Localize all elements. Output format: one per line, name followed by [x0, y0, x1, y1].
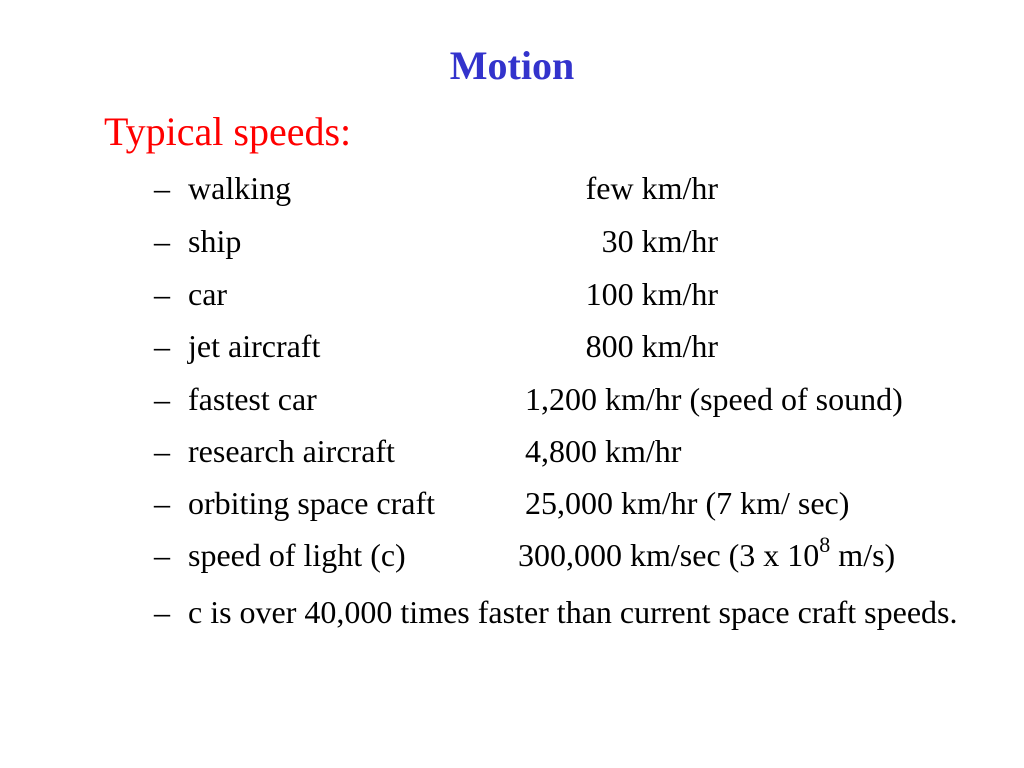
exponent: 8 [819, 532, 831, 557]
bullet-dash: – [154, 433, 170, 469]
speed-value: 25,000 km/hr (7 km/ sec) [525, 485, 850, 521]
speed-value-unit: m/s) [830, 537, 896, 573]
bullet-dash: – [154, 381, 170, 417]
bullet-dash: – [154, 328, 170, 364]
speed-value: 30 km/hr [601, 223, 718, 259]
speed-label: orbiting space craft [188, 485, 435, 521]
speed-value-main: 300,000 km/sec (3 x 10 [518, 537, 820, 573]
slide-subtitle: Typical speeds: [104, 109, 352, 154]
bullet-dash: – [154, 594, 170, 630]
speed-label: speed of light (c) [188, 537, 406, 573]
speed-label: walking [188, 170, 292, 206]
slide-title: Motion [449, 43, 575, 88]
bullet-dash: – [154, 170, 170, 206]
speed-label: jet aircraft [188, 328, 321, 364]
speed-value: 1,200 km/hr (speed of sound) [525, 381, 903, 417]
speed-label: fastest car [188, 381, 317, 417]
speed-value: 800 km/hr [585, 328, 718, 364]
bullet-dash: – [154, 276, 170, 312]
speed-value: 4,800 km/hr [525, 433, 682, 469]
note-text: c is over 40,000 times faster than current space craft speeds. [188, 594, 958, 630]
speed-label: research aircraft [188, 433, 395, 469]
speed-value: 100 km/hr [585, 276, 718, 312]
speed-value [518, 532, 896, 575]
speed-note [154, 590, 984, 634]
speed-value: few km/hr [585, 170, 718, 206]
bullet-dash: – [154, 537, 170, 573]
bullet-dash: – [154, 485, 170, 521]
speed-label: ship [188, 223, 242, 259]
speed-label: car [188, 276, 228, 312]
bullet-dash: – [154, 223, 170, 259]
